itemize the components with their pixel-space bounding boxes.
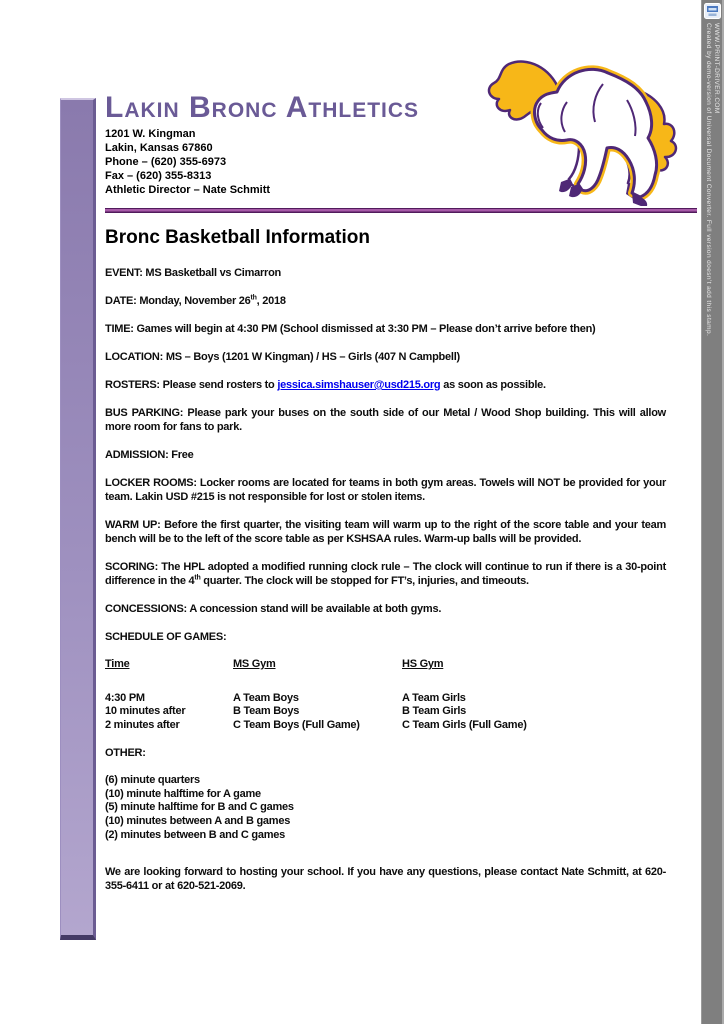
- letterhead-divider: [105, 208, 697, 213]
- document-title: Bronc Basketball Information: [105, 227, 370, 248]
- address-line: Fax – (620) 355-8313: [105, 170, 212, 182]
- address-line: Lakin, Kansas 67860: [105, 142, 213, 154]
- closing-paragraph: We are looking forward to hosting your school. If you have any questions, please contact Nate Schmitt, at 620-355-6411 or at 620-521-2069.: [105, 865, 666, 892]
- rosters-text-after: as soon as possible.: [440, 379, 546, 391]
- other-rule-item: (2) minutes between B and C games: [105, 828, 286, 841]
- universal-document-converter-icon: [704, 3, 721, 19]
- location-line: LOCATION: MS – Boys (1201 W Kingman) / HS – Girls (407 N Campbell): [105, 351, 460, 363]
- admission-line: ADMISSION: Free: [105, 449, 194, 461]
- scoring-text-after: quarter. The clock will be stopped for FT’s, injuries, and timeouts.: [200, 575, 529, 587]
- other-rule-item: (6) minute quarters: [105, 774, 200, 786]
- schedule-col-header-time: Time: [105, 658, 130, 670]
- date-text: DATE: Monday, November 26: [105, 295, 251, 307]
- bucking-bronco-logo-icon: [477, 44, 683, 206]
- address-line: 1201 W. Kingman: [105, 128, 196, 140]
- bus-parking-paragraph: BUS PARKING: Please park your buses on the south side of our Metal / Wood Shop building. This will allow more room for fans to park.: [105, 407, 666, 433]
- stamp-url: WWW.PRINT-DRIVER.COM: [713, 23, 720, 114]
- date-year: , 2018: [256, 295, 286, 307]
- org-name: Lakin Bronc Athletics: [105, 91, 420, 124]
- warm-up-paragraph: WARM UP: Before the first quarter, the visiting team will warm up to the right of the score table and your team bench will be to the left of the score table as per KSHSAA rules. Warm-up balls will be provided.: [105, 519, 666, 545]
- letterhead: [105, 92, 505, 197]
- date-line: [105, 294, 666, 308]
- schedule-cell: 10 minutes after: [105, 705, 186, 717]
- other-rule-item: (10) minutes between A and B games: [105, 815, 291, 828]
- scoring-text: SCORING: The HPL adopted a modified running clock rule – The clock will continue to run if there is a 30-point difference in the 4: [105, 561, 666, 587]
- rosters-email-link[interactable]: jessica.simshauser@usd215.org: [277, 379, 441, 391]
- date-ordinal-superscript: th: [250, 294, 257, 302]
- other-rule-item: (10) minute halftime for A game: [105, 787, 261, 800]
- other-rule-item: (5) minute halftime for B and C games: [105, 801, 294, 814]
- time-line: TIME: Games will begin at 4:30 PM (School dismissed at 3:30 PM – Please don’t arrive before then): [105, 323, 596, 335]
- schedule-cell: 2 minutes after: [105, 718, 180, 731]
- scoring-paragraph: [105, 560, 666, 588]
- schedule-heading: SCHEDULE OF GAMES:: [105, 631, 227, 643]
- rosters-text: ROSTERS: Please send rosters to: [105, 379, 278, 391]
- left-accent-bar: [60, 98, 96, 940]
- address-line: Athletic Director – Nate Schmitt: [105, 184, 271, 196]
- schedule-table: [105, 658, 666, 732]
- locker-rooms-paragraph: LOCKER ROOMS: Locker rooms are located for teams in both gym areas. Towels will NOT be provided for your team. Lakin USD #215 is not responsible for lost or stolen items.: [105, 477, 666, 503]
- schedule-cell: C Team Boys (Full Game): [233, 718, 360, 731]
- schedule-col-header-ms-gym: MS Gym: [233, 658, 276, 670]
- schedule-cell: B Team Girls: [402, 705, 467, 717]
- schedule-cell: B Team Boys: [233, 705, 300, 717]
- document-body: [105, 227, 666, 907]
- schedule-cell: A Team Boys: [233, 691, 299, 704]
- other-rules-list: [105, 774, 666, 843]
- org-address: [105, 127, 505, 197]
- stamp-watermark-text: [704, 23, 720, 483]
- schedule-col-header-hs-gym: HS Gym: [402, 658, 444, 670]
- schedule-cell: C Team Girls (Full Game): [402, 718, 527, 731]
- concessions-line: CONCESSIONS: A concession stand will be available at both gyms.: [105, 603, 442, 615]
- address-line: Phone – (620) 355-6973: [105, 156, 227, 168]
- schedule-cell: A Team Girls: [402, 691, 466, 704]
- other-heading: OTHER:: [105, 747, 146, 759]
- rosters-line: [105, 378, 666, 392]
- stamp-message: Created by demo-version of Universal Document Converter. Full version doesn’t add this stamp.: [705, 23, 712, 337]
- converter-stamp-sidebar: [701, 0, 724, 1024]
- scoring-ordinal-superscript: th: [194, 574, 201, 582]
- event-line: EVENT: MS Basketball vs Cimarron: [105, 267, 282, 279]
- schedule-cell: 4:30 PM: [105, 691, 145, 704]
